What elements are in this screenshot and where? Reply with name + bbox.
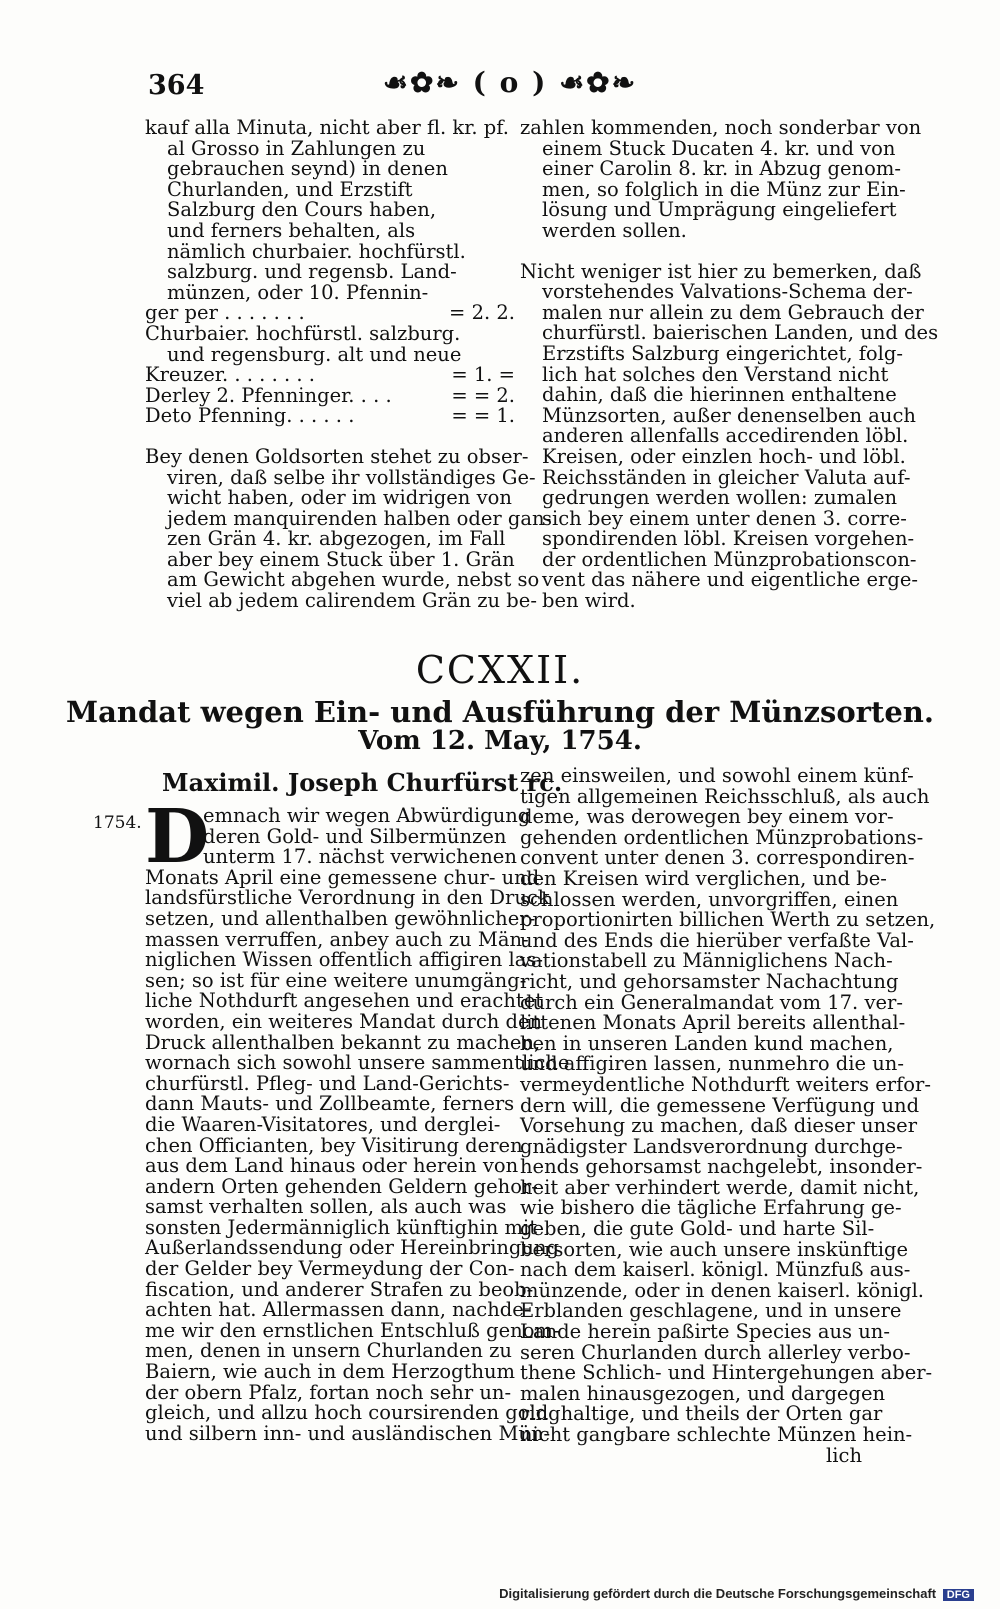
text-line: men, so folglich in die Münz zur Ein- (542, 177, 906, 201)
text-line: Druck allenthalben bekannt zu machen, (145, 1030, 541, 1054)
page-number: 364 (148, 70, 205, 101)
text-line: jedem manquirenden halben oder gan- (167, 506, 552, 530)
price-item-value (507, 345, 515, 366)
text-line: gleich, und allzu hoch coursirenden gold (145, 1401, 549, 1425)
text-line: vorstehendes Valvations-Schema der- (542, 280, 913, 304)
text-line: achten hat. Allermassen dann, nachde- (145, 1298, 531, 1322)
text-line: zen Grän 4. kr. abgezogen, im Fall (167, 527, 506, 551)
text-line: zen einsweilen, und sowohl einem künf- (520, 764, 914, 787)
text-line: vent das nähere und eigentliche erge- (542, 568, 918, 592)
text-line: Baiern, wie auch in dem Herzogthum (145, 1360, 516, 1384)
text-line: und des Ends die hierüber verfaßte Val- (520, 928, 914, 952)
text-line: Erzstifts Salzburg eingerichtet, folg- (542, 341, 903, 365)
price-item-value: = 2. 2. (449, 301, 515, 325)
text-line: wie bishero die tägliche Erfahrung ge- (520, 1196, 902, 1220)
text-line: seren Churlanden durch allerley verbo- (520, 1340, 911, 1364)
section-title: Mandat wegen Ein- und Ausführung der Münzsorten. (66, 695, 934, 729)
text-line: geben, die gute Gold- und harte Sil- (520, 1217, 875, 1241)
text-line: liche Nothdurft angesehen und erachtet (145, 989, 544, 1013)
footer-text: Digitalisierung gefördert durch die Deutsche Forschungsgemeinschaft (499, 1586, 937, 1601)
text-line: spondirenden löbl. Kreisen vorgehen- (542, 527, 915, 551)
text-line: durch ein Generalmandat vom 17. ver- (520, 990, 903, 1014)
text-line: Kreisen, oder einzlen hoch- und löbl. (542, 444, 906, 468)
text-line: Nicht weniger ist hier zu bemerken, daß (520, 259, 922, 283)
text-line: vationstabell zu Männiglichens Nach- (520, 949, 893, 973)
text-line: der Gelder bey Vermeydung der Con- (145, 1257, 515, 1281)
text-line: Bey denen Goldsorten stehet zu obser- (145, 444, 529, 468)
text-line: al Grosso in Zahlungen zu (167, 136, 426, 160)
text-line: dahin, daß die hierinnen enthaltene (542, 383, 897, 407)
drop-cap: D (145, 794, 210, 880)
text-line: der ordentlichen Münzprobationscon- (542, 547, 917, 571)
text-line: massen verruffen, anbey auch zu Män- (145, 927, 529, 951)
text-line: gedrungen werden wollen: zumalen (542, 486, 898, 510)
text-line: wicht haben, oder im widrigen von (167, 486, 512, 510)
text-line: die Waaren-Visitatores, und derglei- (145, 1112, 501, 1136)
text-line: dann Mauts- und Zollbeamte, ferners (145, 1092, 515, 1116)
text-line: deme, was derowegen bey einem vor- (520, 805, 894, 829)
text-line: lich hat solches den Verstand nicht (542, 362, 889, 386)
text-line: viel ab jedem calirendem Grän zu be- (167, 589, 537, 613)
text-line: der obern Pfalz, fortan noch sehr un- (145, 1380, 512, 1404)
text-line: werden sollen. (542, 218, 687, 242)
text-line: chen Officianten, bey Visitirung deren (145, 1133, 523, 1157)
text-line: gebrauchen seynd) in denen (167, 157, 448, 181)
text-line: Monats April eine gemessene chur- und (145, 865, 540, 889)
text-line: nämlich churbaier. hochfürstl. (167, 239, 466, 263)
price-item-name: Deto Pfenning. . . . . . (145, 404, 355, 428)
text-line: und silbern inn- und ausländischen Mün- (145, 1421, 551, 1445)
text-line: nach dem kaiserl. königl. Münzfuß aus- (520, 1258, 911, 1282)
text-line: me wir den ernstlichen Entschluß genom- (145, 1318, 560, 1342)
text-line: emnach wir wegen Abwürdigung (203, 804, 531, 827)
text-line: ben in unseren Landen kund machen, (520, 1031, 894, 1055)
text-line: kauf alla Minuta, nicht aber fl. kr. pf. (145, 116, 509, 139)
top-left-column (145, 116, 552, 613)
text-line: und ferners behalten, als (167, 218, 416, 242)
section-number: CCXXII. (415, 648, 585, 692)
price-row (145, 321, 515, 345)
text-line: gnädigster Landsverordnung durchge- (520, 1134, 903, 1158)
text-line: salzburg. und regensb. Land- (167, 260, 457, 284)
text-line: einem Stuck Ducaten 4. kr. und von (542, 136, 896, 160)
text-line: convent unter denen 3. correspondiren- (520, 846, 915, 870)
catchword: lich (826, 1443, 862, 1467)
text-line: proportionirten billichen Werth zu setzen, (520, 908, 936, 932)
text-line: viren, daß selbe ihr vollständiges Ge- (167, 465, 536, 489)
price-item-name: ger per . . . . . . . (145, 301, 305, 325)
text-line: bersorten, wie auch unsere inskünftige (520, 1237, 909, 1261)
text-line: Reichsständen in gleicher Valuta auf- (542, 465, 911, 489)
text-line: münzende, oder in denen kaiserl. königl. (520, 1278, 925, 1302)
text-line: thene Schlich- und Hintergehungen aber- (520, 1361, 933, 1385)
margin-year: 1754. (93, 813, 142, 833)
price-item-value: = 1. = (451, 363, 515, 387)
text-line: sonsten Jedermänniglich künftighin mit (145, 1215, 538, 1239)
section-date: Vom 12. May, 1754. (358, 726, 642, 756)
text-line: ringhaltige, und theils der Orten gar (520, 1402, 883, 1426)
text-line: tigen allgemeinen Reichsschluß, als auch (520, 784, 930, 808)
text-line: sen; so ist für eine weitere unumgäng- (145, 968, 527, 992)
text-line: aber bey einem Stuck über 1. Grän (167, 547, 515, 571)
price-row (145, 303, 515, 324)
text-line: setzen, und allenthalben gewöhnlicher- (145, 906, 536, 930)
text-line: men, denen in unsern Churlanden zu (145, 1339, 512, 1363)
price-item-name: und regensburg. alt und neue (167, 342, 462, 366)
text-line: churfürstl. Pfleg- und Land-Gerichts- (145, 1071, 510, 1095)
text-line: und affigiren lassen, nunmehro die un- (520, 1052, 904, 1076)
text-line: landsfürstliche Verordnung in den Druck (145, 886, 550, 910)
text-line: schlossen werden, unvorgriffen, einen (520, 887, 899, 911)
text-line: einer Carolin 8. kr. in Abzug genom- (542, 157, 901, 181)
text-line: Vorsehung zu machen, daß dieser unser (520, 1114, 918, 1138)
text-line: am Gewicht abgehen wurde, nebst so (167, 568, 540, 592)
body-left-column (145, 804, 570, 1445)
text-line: Salzburg den Cours haben, (167, 198, 437, 222)
top-right-column (520, 116, 939, 613)
price-item-value: = = 1. (451, 404, 515, 428)
text-line: Erblanden geschlagene, und in unsere (520, 1299, 902, 1323)
text-line: heit aber verhindert werde, damit nicht, (520, 1175, 920, 1199)
text-line: worden, ein weiteres Mandat durch den (145, 1009, 543, 1033)
text-line: nicht gangbare schlechte Münzen hein- (520, 1423, 913, 1446)
price-item-name: Derley 2. Pfenninger. . . . (145, 383, 392, 407)
dfg-logo: DFG (943, 1589, 974, 1601)
text-line: samst verhalten sollen, als auch was (145, 1195, 507, 1219)
text-line: dern will, die gemessene Verfügung und (520, 1093, 920, 1117)
text-line: malen hinausgezogen, und dargegen (520, 1381, 886, 1405)
text-line: ben wird. (542, 589, 636, 613)
text-line: sich bey einem unter denen 3. corre- (542, 506, 907, 530)
text-line: Lande herein paßirte Species aus un- (520, 1320, 890, 1344)
text-line: Churlanden, und Erzstift (167, 177, 413, 201)
price-row (145, 383, 515, 407)
price-row (145, 342, 515, 366)
price-item-name: Kreuzer. . . . . . . . (145, 363, 315, 387)
text-line: münzen, oder 10. Pfennin- (167, 280, 429, 304)
body-right-column (520, 764, 936, 1467)
price-row (145, 365, 515, 386)
text-line: den Kreisen wird verglichen, und be- (520, 866, 887, 890)
text-line: niglichen Wissen offentlich affigiren las- (145, 948, 543, 972)
price-item-name: Churbaier. hochfürstl. salzburg. (145, 321, 461, 345)
text-line: andern Orten gehenden Geldern gehor- (145, 1174, 538, 1198)
footer-credit (499, 1586, 974, 1601)
text-line: deren Gold- und Silbermünzen (203, 824, 507, 848)
text-line: hends gehorsamst nachgelebt, insonder- (520, 1155, 923, 1179)
text-line: wornach sich sowohl unsere sammentliche (145, 1051, 570, 1075)
text-line: fiscation, und anderer Strafen zu beob- (145, 1277, 534, 1301)
text-line: richt, und gehorsamster Nachachtung (520, 969, 899, 993)
price-row (145, 406, 515, 427)
issuer-line: Maximil. Joseph Churfürst rc. (162, 768, 563, 797)
text-line: vermeydentliche Nothdurft weiters erfor- (520, 1072, 931, 1096)
text-line: lösung und Umprägung eingeliefert (542, 198, 897, 222)
header-ornament: ☙✿❧ ( o ) ☙✿❧ (382, 66, 638, 99)
text-line: anderen allenfalls accedirenden löbl. (542, 424, 909, 448)
price-item-value: = = 2. (451, 383, 515, 407)
text-line: malen nur allein zu dem Gebrauch der (542, 300, 924, 324)
text-line: aus dem Land hinaus oder herein von (145, 1154, 519, 1178)
text-line: littenen Monats April bereits allenthal- (520, 1011, 906, 1035)
text-line: Münzsorten, außer denenselben auch (542, 403, 916, 427)
text-line: zahlen kommenden, noch sonderbar von (520, 116, 922, 139)
text-line: Außerlandssendung oder Hereinbringung (145, 1236, 559, 1260)
text-line: churfürstl. baierischen Landen, und des (542, 321, 939, 345)
text-line: unterm 17. nächst verwichenen (203, 845, 517, 869)
text-line: gehenden ordentlichen Münzprobations- (520, 825, 924, 849)
price-item-value (507, 324, 515, 345)
